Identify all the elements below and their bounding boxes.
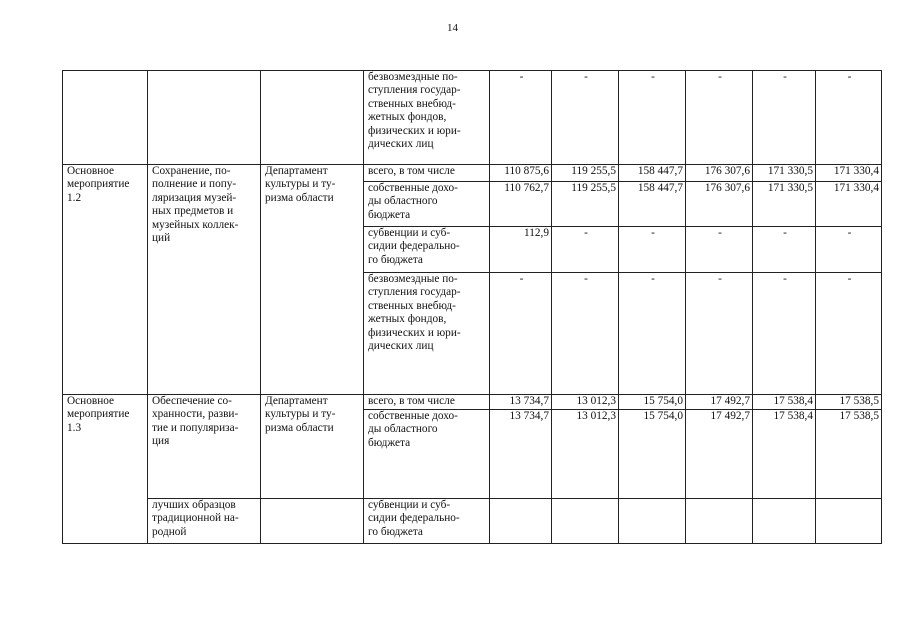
value-cell: 171 330,4 [816,182,882,227]
value-cell: - [490,273,552,395]
executor-cell: Департамент культуры и ту- ризма области [261,165,364,395]
value-cell: 176 307,6 [686,165,753,182]
value-cell: 119 255,5 [552,165,619,182]
executor-cell: Департамент культуры и ту- ризма области [261,395,364,499]
title-cell: Обеспечение со- хранности, разви- тие и популяриза- ция [148,395,261,499]
executor-cell [261,71,364,165]
value-cell: - [619,227,686,273]
value-cell: 13 012,3 [552,395,619,410]
source-cell: собственные дохо- ды областного бюджета [364,410,490,499]
value-cell: 110 762,7 [490,182,552,227]
value-cell: 158 447,7 [619,165,686,182]
value-cell: 17 492,7 [686,410,753,499]
activity-cell: Основное мероприятие 1.2 [63,165,148,395]
value-cell: 158 447,7 [619,182,686,227]
executor-cell [261,499,364,544]
value-cell: 17 538,5 [816,395,882,410]
value-cell: 15 754,0 [619,410,686,499]
value-cell [552,499,619,544]
source-cell: безвозмездные по- ступления государ- ственных внебюд- жетных фондов, физических и юри- дических лиц [364,273,490,395]
table-row [63,395,882,410]
value-cell [686,499,753,544]
source-cell: безвозмездные по- ступления государ- ственных внебюд- жетных фондов, физических и юри- дических лиц [364,71,490,165]
value-cell [816,499,882,544]
value-cell [490,499,552,544]
value-cell: 17 492,7 [686,395,753,410]
table-row [63,71,882,165]
title-cell [148,71,261,165]
value-cell: - [619,71,686,165]
value-cell: - [753,71,816,165]
source-cell: всего, в том числе [364,395,490,410]
value-cell: 119 255,5 [552,182,619,227]
value-cell: 17 538,4 [753,395,816,410]
value-cell: - [753,227,816,273]
value-cell: - [686,273,753,395]
value-cell: - [686,227,753,273]
value-cell: 176 307,6 [686,182,753,227]
value-cell: - [816,273,882,395]
source-cell: субвенции и суб- сидии федерально- го бюджета [364,227,490,273]
value-cell: 13 734,7 [490,395,552,410]
title-cell: Сохранение, по- полнение и попу- ляризация музей- ных предметов и музейных коллек- ций [148,165,261,395]
title-cell: лучших образцов традиционной на- родной [148,499,261,544]
source-cell: субвенции и суб- сидии федерально- го бюджета [364,499,490,544]
activity-cell: Основное мероприятие 1.3 [63,395,148,499]
value-cell: - [753,273,816,395]
value-cell: 112,9 [490,227,552,273]
value-cell: 17 538,4 [753,410,816,499]
value-cell: - [552,273,619,395]
value-cell: 171 330,5 [753,165,816,182]
value-cell: - [686,71,753,165]
value-cell: 13 012,3 [552,410,619,499]
table-row [63,165,882,182]
value-cell: - [619,273,686,395]
value-cell: - [552,71,619,165]
value-cell: 110 875,6 [490,165,552,182]
table-row [63,499,882,544]
value-cell: - [490,71,552,165]
value-cell: 15 754,0 [619,395,686,410]
value-cell: 171 330,5 [753,182,816,227]
value-cell [753,499,816,544]
value-cell [619,499,686,544]
source-cell: всего, в том числе [364,165,490,182]
value-cell: 171 330,4 [816,165,882,182]
value-cell: - [816,227,882,273]
source-cell: собственные дохо- ды областного бюджета [364,182,490,227]
value-cell: - [816,71,882,165]
activity-cell [63,71,148,165]
activity-cell [63,499,148,544]
budget-table [62,70,882,544]
page-number: 14 [447,22,458,34]
value-cell: 17 538,5 [816,410,882,499]
value-cell: 13 734,7 [490,410,552,499]
value-cell: - [552,227,619,273]
